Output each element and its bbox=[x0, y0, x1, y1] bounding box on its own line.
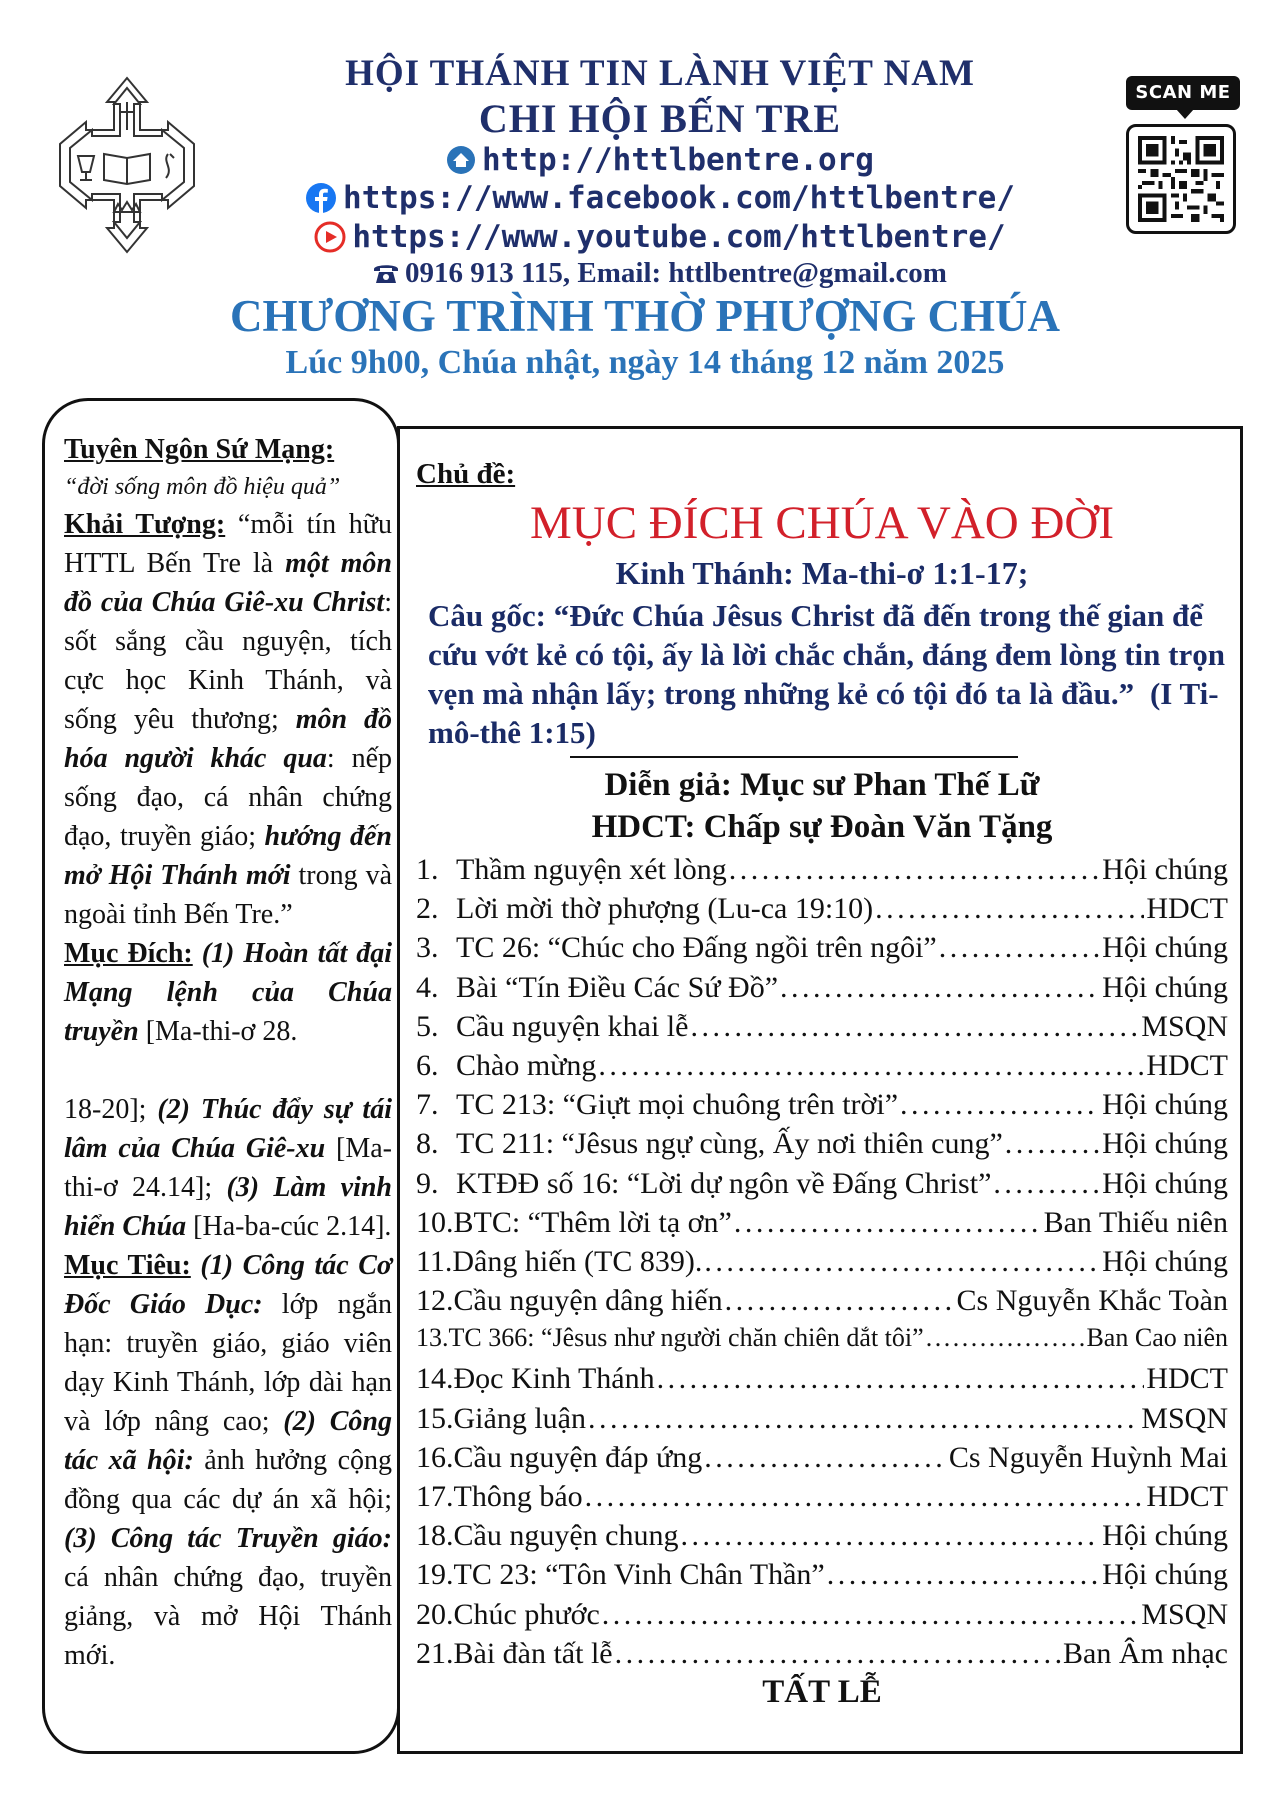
program-item-title: Chúc phước bbox=[453, 1597, 600, 1631]
program-item-number: 9. bbox=[416, 1166, 439, 1200]
sermon-topic: MỤC ĐÍCH CHÚA VÀO ĐỜI bbox=[529, 497, 1115, 549]
program-item-responsible: MSQN bbox=[1141, 1009, 1228, 1043]
program-item-responsible: MSQN bbox=[1141, 1401, 1228, 1435]
program-item-responsible: Ban Thiếu niên bbox=[1043, 1205, 1228, 1239]
program-item-responsible: HDCT bbox=[1146, 1480, 1228, 1513]
closing: TẤT LỄ bbox=[762, 1674, 882, 1710]
program-item-number: 17. bbox=[416, 1480, 454, 1513]
program-item-number: 20. bbox=[416, 1597, 454, 1631]
program-item bbox=[416, 1127, 1228, 1166]
divider bbox=[570, 756, 1018, 758]
program-item-title: Chào mừng bbox=[456, 1048, 597, 1082]
program-item-responsible: HDCT bbox=[1146, 892, 1228, 926]
mission-goals: Mục Tiêu: (1) Công tác Cơ Đốc Giáo Dục: lớp ngắn hạn: truyền giáo, giáo viên dạy Kinh Thánh, lớp dài hạn và lớp nâng cao; (2) Công tác xã hội: ảnh hưởng cộng đồng qua các dự án xã hội; (3) Công tác Truyền giáo: cá nhân chứng đạo, truyền giảng, và mở Hội Thánh mới. bbox=[64, 1250, 392, 1671]
program-item-title: Cầu nguyện dâng hiến bbox=[453, 1284, 723, 1318]
program-item-title: Cầu nguyện khai lễ bbox=[456, 1009, 689, 1043]
program-item bbox=[416, 1402, 1228, 1441]
program-item-responsible: Hội chúng bbox=[1102, 931, 1228, 965]
dot-leader bbox=[680, 1519, 1100, 1553]
phone-icon bbox=[373, 261, 399, 285]
scan-me-label: SCAN ME bbox=[1126, 76, 1240, 110]
home-icon bbox=[446, 145, 476, 175]
program-item-title: TC 213: “Giựt mọi chuông trên trời” bbox=[456, 1088, 899, 1122]
dot-leader bbox=[704, 1245, 1100, 1279]
key-verse: Câu gốc: “Đức Chúa Jêsus Christ đã đến trong thế gian để cứu vớt kẻ có tội, ấy là lời chắc chắn, đáng đem lòng tin trọn vẹn mà nhận lấy; trong những kẻ có tội đó ta là đầu.” (I Ti-mô-thê 1:15) bbox=[428, 598, 1225, 750]
program-item-responsible: Hội chúng bbox=[1102, 1127, 1228, 1161]
org-name: HỘI THÁNH TIN LÀNH VIỆT NAM bbox=[345, 53, 975, 94]
dot-leader bbox=[926, 1323, 1085, 1353]
contact-info: 0916 913 115, Email: httlbentre@gmail.com bbox=[405, 256, 947, 289]
facebook-icon bbox=[305, 182, 337, 214]
program-item-title: Cầu nguyện chung bbox=[453, 1519, 679, 1553]
program-item-responsible: Hội chúng bbox=[1102, 853, 1228, 886]
program-item-responsible: Hội chúng bbox=[1102, 1166, 1228, 1200]
program-item-number: 7. bbox=[416, 1088, 439, 1122]
program-item-number: 18. bbox=[416, 1519, 454, 1553]
program-item-number: 15. bbox=[416, 1401, 454, 1435]
program-item bbox=[416, 892, 1228, 931]
program-item bbox=[416, 1598, 1228, 1637]
dot-leader bbox=[704, 1441, 947, 1475]
mission-purpose: Mục Đích: (1) Hoàn tất đại Mạng lệnh của Chúa truyền [Ma-thi-ơ 28. bbox=[64, 938, 392, 1047]
program-item bbox=[416, 1088, 1228, 1127]
dot-leader bbox=[588, 1402, 1139, 1436]
program-item bbox=[416, 1441, 1228, 1480]
service-date: Lúc 9h00, Chúa nhật, ngày 14 tháng 12 năm 2025 bbox=[285, 344, 1005, 381]
qr-code bbox=[1126, 124, 1236, 234]
program-item bbox=[416, 1519, 1228, 1558]
dot-leader bbox=[1005, 1127, 1100, 1161]
program-item-title: Giảng luận bbox=[453, 1401, 586, 1435]
program-item-number: 16. bbox=[416, 1440, 454, 1474]
program-item-title: Dâng hiến (TC 839). bbox=[452, 1244, 703, 1278]
dot-leader bbox=[657, 1362, 1145, 1396]
program-item-title: Đọc Kinh Thánh bbox=[453, 1362, 655, 1396]
dot-leader bbox=[615, 1637, 1061, 1671]
program-item-number: 6. bbox=[416, 1048, 439, 1082]
facebook-link[interactable]: https://www.facebook.com/httlbentre/ bbox=[343, 180, 1015, 216]
program-item-number: 10. bbox=[416, 1205, 454, 1239]
program-item-number: 3. bbox=[416, 931, 439, 965]
church-logo bbox=[34, 72, 220, 258]
dot-leader bbox=[725, 1284, 955, 1318]
program-item bbox=[416, 1245, 1228, 1284]
program-item bbox=[416, 1049, 1228, 1088]
program-item-number: 13. bbox=[416, 1323, 449, 1353]
program-item bbox=[416, 1362, 1228, 1401]
program-item bbox=[416, 1637, 1228, 1676]
program-item-number: 4. bbox=[416, 970, 439, 1004]
program-item-title: Lời mời thờ phượng (Lu-ca 19:10) bbox=[456, 892, 874, 926]
dot-leader bbox=[598, 1049, 1144, 1083]
program-item-title: Thầm nguyện xét lòng bbox=[456, 853, 727, 886]
program-item bbox=[416, 1284, 1228, 1323]
dot-leader bbox=[729, 853, 1100, 887]
program-item bbox=[416, 853, 1228, 892]
youtube-icon bbox=[314, 221, 346, 253]
youtube-link[interactable]: https://www.youtube.com/httlbentre/ bbox=[352, 219, 1006, 255]
program-item-responsible: Cs Nguyễn Huỳnh Mai bbox=[948, 1440, 1228, 1474]
program-item-title: TC 23: “Tôn Vinh Chân Thần” bbox=[453, 1558, 825, 1592]
program-title: CHƯƠNG TRÌNH THỜ PHƯỢNG CHÚA bbox=[229, 291, 1061, 341]
program-item bbox=[416, 1480, 1228, 1519]
program-item-number: 8. bbox=[416, 1127, 439, 1161]
program-item-title: Bài đàn tất lễ bbox=[453, 1636, 613, 1670]
contact-row bbox=[220, 255, 1100, 291]
program-item-number: 21. bbox=[416, 1636, 454, 1670]
mission-statement bbox=[64, 430, 392, 1675]
program-item-responsible: Hội chúng bbox=[1102, 1244, 1228, 1278]
program-item bbox=[416, 971, 1228, 1010]
scan-me-qr[interactable] bbox=[1126, 76, 1240, 244]
mission-vision: Khải Tượng: “mỗi tín hữu HTTL Bến Tre là một môn đồ của Chúa Giê-xu Christ: sốt sắng cầu nguyện, tích cực học Kinh Thánh, và sống yêu thương; môn đồ hóa người khác qua: nếp sống đạo, cá nhân chứng đạo, truyền giáo; hướng đến mở Hội Thánh mới trong và ngoài tỉnh Bến Tre.” bbox=[64, 509, 392, 930]
mission-motto: “đời sống môn đồ hiệu quả” bbox=[64, 474, 341, 500]
program-item-responsible: Hội chúng bbox=[1102, 1088, 1228, 1122]
program-item-responsible: Ban Cao niên bbox=[1086, 1323, 1228, 1353]
program-item-responsible: Hội chúng bbox=[1102, 970, 1228, 1004]
dot-leader bbox=[690, 1010, 1139, 1044]
dot-leader bbox=[602, 1598, 1140, 1632]
program-item-responsible: Hội chúng bbox=[1102, 1519, 1228, 1553]
program-item-number: 12. bbox=[416, 1284, 454, 1318]
program-item-responsible: Hội chúng bbox=[1102, 1558, 1228, 1592]
program-item-title: KTĐĐ số 16: “Lời dự ngôn về Đấng Christ” bbox=[456, 1166, 992, 1200]
program-item-title: Cầu nguyện đáp ứng bbox=[453, 1440, 703, 1474]
program-item-responsible: Cs Nguyễn Khắc Toàn bbox=[956, 1284, 1228, 1318]
program-item-title: TC 366: “Jêsus như người chăn chiên dắt tôi” bbox=[448, 1323, 924, 1353]
dot-leader bbox=[900, 1088, 1100, 1122]
dot-leader bbox=[993, 1167, 1100, 1201]
program-item bbox=[416, 931, 1228, 970]
speaker: Diễn giả: Mục sư Phan Thế Lữ bbox=[604, 767, 1040, 803]
program-item-title: Thông báo bbox=[453, 1480, 583, 1513]
program-item-responsible: HDCT bbox=[1146, 1362, 1228, 1396]
dot-leader bbox=[827, 1558, 1100, 1592]
program-item-title: TC 211: “Jêsus ngự cùng, Ấy nơi thiên cung” bbox=[456, 1127, 1003, 1161]
program-item-responsible: MSQN bbox=[1141, 1597, 1228, 1631]
program-item bbox=[416, 1206, 1228, 1245]
branch-name: CHI HỘI BẾN TRE bbox=[478, 96, 842, 141]
scripture-reference: Kinh Thánh: Ma-thi-ơ 1:1-17; bbox=[615, 555, 1029, 591]
program-item-number: 11. bbox=[416, 1244, 453, 1278]
program-list bbox=[416, 853, 1228, 1676]
program-item bbox=[416, 1167, 1228, 1206]
program-item-responsible: Ban Âm nhạc bbox=[1063, 1636, 1228, 1670]
topic-label: Chủ đề: bbox=[416, 458, 516, 490]
program-item-title: TC 26: “Chúc cho Đấng ngồi trên ngôi” bbox=[456, 931, 937, 965]
mission-heading: Tuyên Ngôn Sứ Mạng: bbox=[64, 434, 335, 465]
host: HDCT: Chấp sự Đoàn Văn Tặng bbox=[591, 809, 1053, 845]
website-link[interactable]: http://httlbentre.org bbox=[482, 142, 874, 178]
youtube-row bbox=[220, 217, 1100, 257]
dot-leader bbox=[780, 971, 1100, 1005]
program-item-number: 1. bbox=[416, 853, 439, 886]
dot-leader bbox=[875, 892, 1144, 926]
mission-purpose-cont: 18-20]; (2) Thúc đẩy sự tái lâm của Chúa Giê-xu [Ma-thi-ơ 24.14]; (3) Làm vinh hiển Chúa [Ha-ba-cúc 2.14]. bbox=[64, 1094, 392, 1242]
program-item-title: Bài “Tín Điều Các Sứ Đồ” bbox=[456, 970, 779, 1004]
dot-leader bbox=[734, 1206, 1042, 1240]
dot-leader bbox=[939, 931, 1100, 965]
program-item bbox=[416, 1010, 1228, 1049]
program-item-title: BTC: “Thêm lời tạ ơn” bbox=[453, 1205, 732, 1239]
program-item-number: 19. bbox=[416, 1558, 454, 1592]
program-item-number: 14. bbox=[416, 1362, 454, 1396]
dot-leader bbox=[585, 1480, 1145, 1514]
program-item-number: 2. bbox=[416, 892, 439, 926]
website-row bbox=[220, 140, 1100, 180]
program-item bbox=[416, 1323, 1228, 1362]
program-item-number: 5. bbox=[416, 1009, 439, 1043]
facebook-row bbox=[220, 178, 1100, 218]
program-item bbox=[416, 1558, 1228, 1597]
program-item-responsible: HDCT bbox=[1146, 1048, 1228, 1082]
